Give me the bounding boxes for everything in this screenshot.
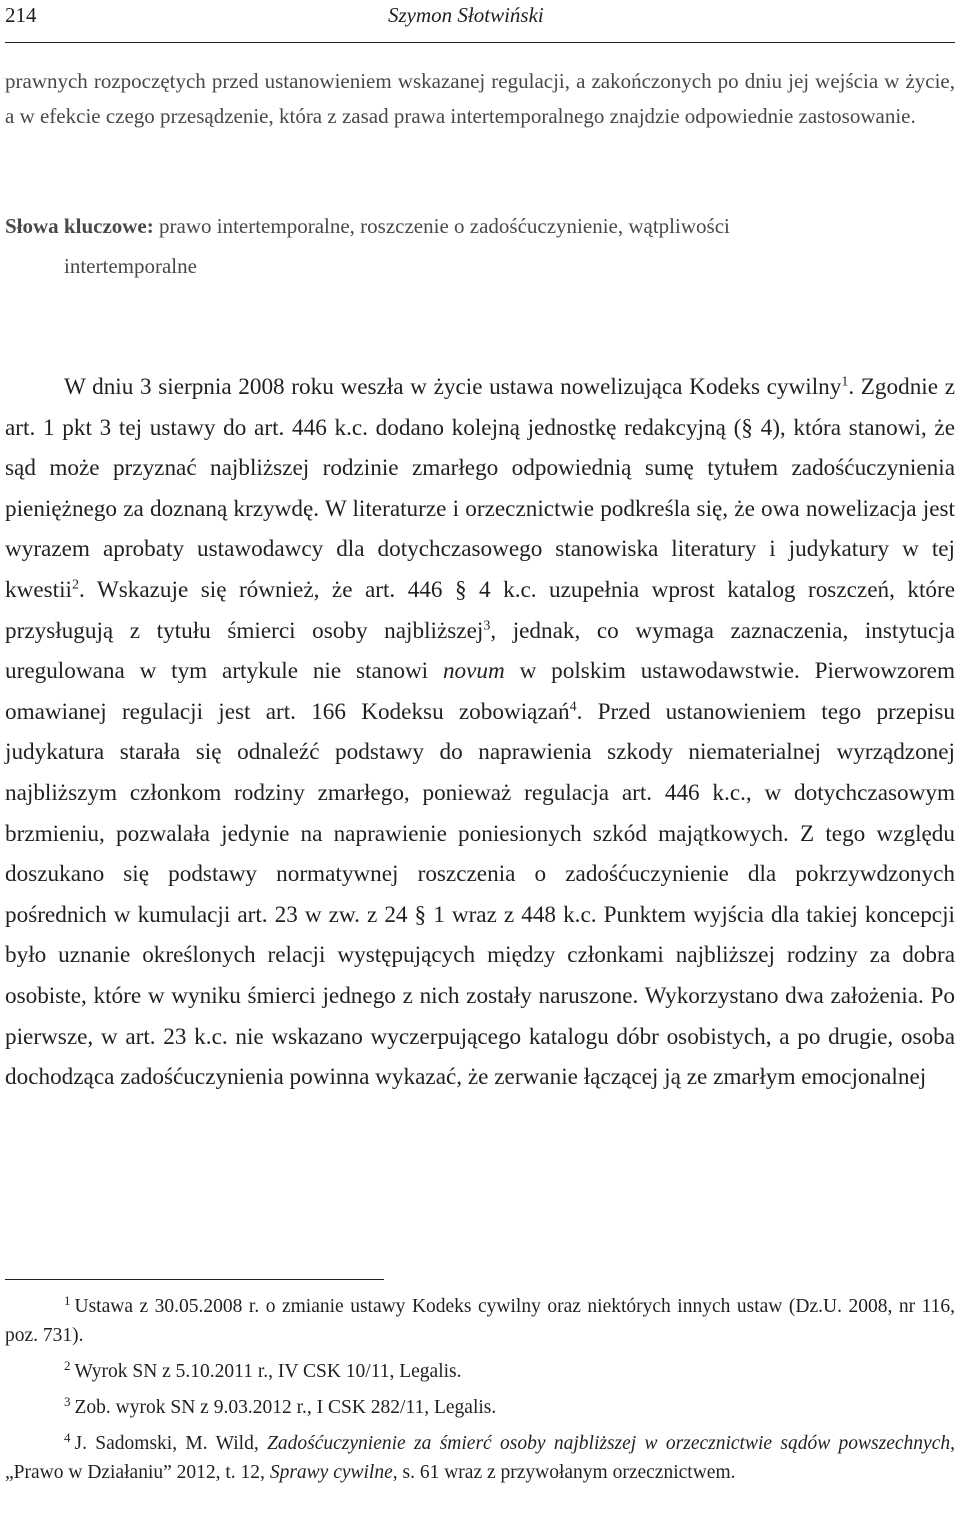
body-text-run: w polskim ustawodawstwie. Pierwowzorem omawianej regulacji jest art. 166 Kodeksu zobowiązań	[5, 658, 955, 725]
footnote-text: Wyrok SN z 5.10.2011 r., IV CSK 10/11, Legalis.	[74, 1361, 462, 1382]
running-header-author: Szymon Słotwiński	[388, 3, 544, 27]
footnote-text: J. Sadomski, M. Wild,	[74, 1433, 268, 1454]
footnote-4	[5, 1429, 955, 1487]
footnote-ref-3: 3	[483, 617, 491, 633]
footnote-separator	[5, 1279, 384, 1280]
body-text-run: , jednak, co wymaga zaznaczenia, instytucja uregulowana w tym artykule nie stanowi	[5, 617, 955, 685]
keywords-line-1: prawo intertemporalne, roszczenie o zadośćuczynienie, wątpliwości	[153, 214, 730, 238]
footnote-2	[5, 1357, 955, 1386]
page-number: 214	[5, 3, 37, 27]
emphasis-novum: novum	[442, 658, 505, 685]
footnote-ref-1: 1	[841, 374, 849, 390]
abstract-text: prawnych rozpoczętych przed ustanowieniem wskazanej regulacji, a zakończonych po dniu jej wejścia w życie, a w efekcie czego przesądzenie, która z zasad prawa intertemporalnego znajdzie odpowiednie zastosowanie.	[5, 69, 955, 128]
footnote-number: 1	[64, 1292, 71, 1308]
footnote-cited-title: Zadośćuczynienie za śmierć osoby najbliższej w orzecznictwie sądów powszechnych	[267, 1433, 951, 1454]
keywords-line-2: intertemporalne	[64, 254, 197, 278]
main-body	[5, 367, 955, 1098]
footnote-text: Zob. wyrok SN z 9.03.2012 r., I CSK 282/11, Legalis.	[74, 1397, 497, 1418]
footnote-cited-series: Sprawy cywilne	[269, 1462, 393, 1483]
body-text-run: . Zgodnie z art. 1 pkt 3 tej ustawy do art. 446 k.c. dodano kolejną jednostkę redakcyjną (§ 4), która stanowi, że sąd może przyznać najbliższej rodzinie zmarłego odpowiednią sumę tytułem zadośćuczynienia pieniężnego za doznaną krzywdę. W literaturze i orzecznictwie podkreśla się, że owa nowelizacja jest wyrazem aprobaty ustawodawcy dla dotychczasowego stanowiska literatury i judykatury w tej kwestii	[5, 374, 955, 603]
footnote-number: 2	[64, 1357, 71, 1373]
body-text-run: . Wskazuje się również, że art. 446 § 4 k.c. uzupełnia wprost katalog roszczeń, które przysługują z tytułu śmierci osoby najbliższej	[5, 576, 955, 644]
footnote-number: 4	[64, 1429, 71, 1445]
footnote-text: , s. 61 wraz z przywołanym orzecznictwem.	[392, 1462, 736, 1483]
footnote-1	[5, 1292, 955, 1350]
footnote-3	[5, 1393, 955, 1422]
body-paragraph	[5, 367, 955, 1098]
body-text-run: W dniu 3 sierpnia 2008 roku weszła w życie ustawa nowelizująca Kodeks cywilny	[64, 374, 842, 400]
body-text-run: . Przed ustanowieniem tego przepisu judykatura starała się odnaleźć podstawy do naprawienia szkody niematerialnej wyrządzonej najbliższym członkom rodziny zmarłego, ponieważ regulacja art. 446 k.c., w dotychczasowym brzmieniu, pozwalała jedynie na naprawienie poniesionych szkód majątkowych. Z tego względu doszukano się podstawy normatywnej roszczenia o zadośćuczynienie dla pokrzywdzonych pośrednich w kumulacji art. 23 w zw. z 24 § 1 wraz z 448 k.c. Punktem wyjścia dla takiej koncepcji było uznanie określonych relacji występujących między członkami najbliższej rodziny za dobra osobiste, które w wyniku śmierci jednego z nich zostały naruszone. Wykorzystano dwa założenia. Po pierwsze, w art. 23 k.c. nie wskazano wyczerpującego katalogu dóbr osobistych, a po drugie, osoba dochodząca zadośćuczynienia powinna wykazać, że zerwanie łączącej ją ze zmarłym emocjonalnej	[5, 698, 955, 1091]
footnotes	[5, 1292, 955, 1494]
header-rule	[5, 42, 955, 43]
footnote-number: 3	[64, 1393, 71, 1409]
footnote-ref-2: 2	[71, 577, 79, 593]
footnote-ref-4: 4	[569, 699, 577, 715]
keywords	[5, 206, 955, 286]
footnote-text: Ustawa z 30.05.2008 r. o zmianie ustawy Kodeks cywilny oraz niektórych innych ustaw (Dz.U. 2008, nr 116, poz. 731).	[5, 1296, 955, 1346]
footnote-text: , „Prawo w Działaniu” 2012, t. 12,	[5, 1433, 955, 1483]
keywords-label: Słowa kluczowe:	[5, 214, 154, 238]
running-header	[5, 0, 955, 30]
